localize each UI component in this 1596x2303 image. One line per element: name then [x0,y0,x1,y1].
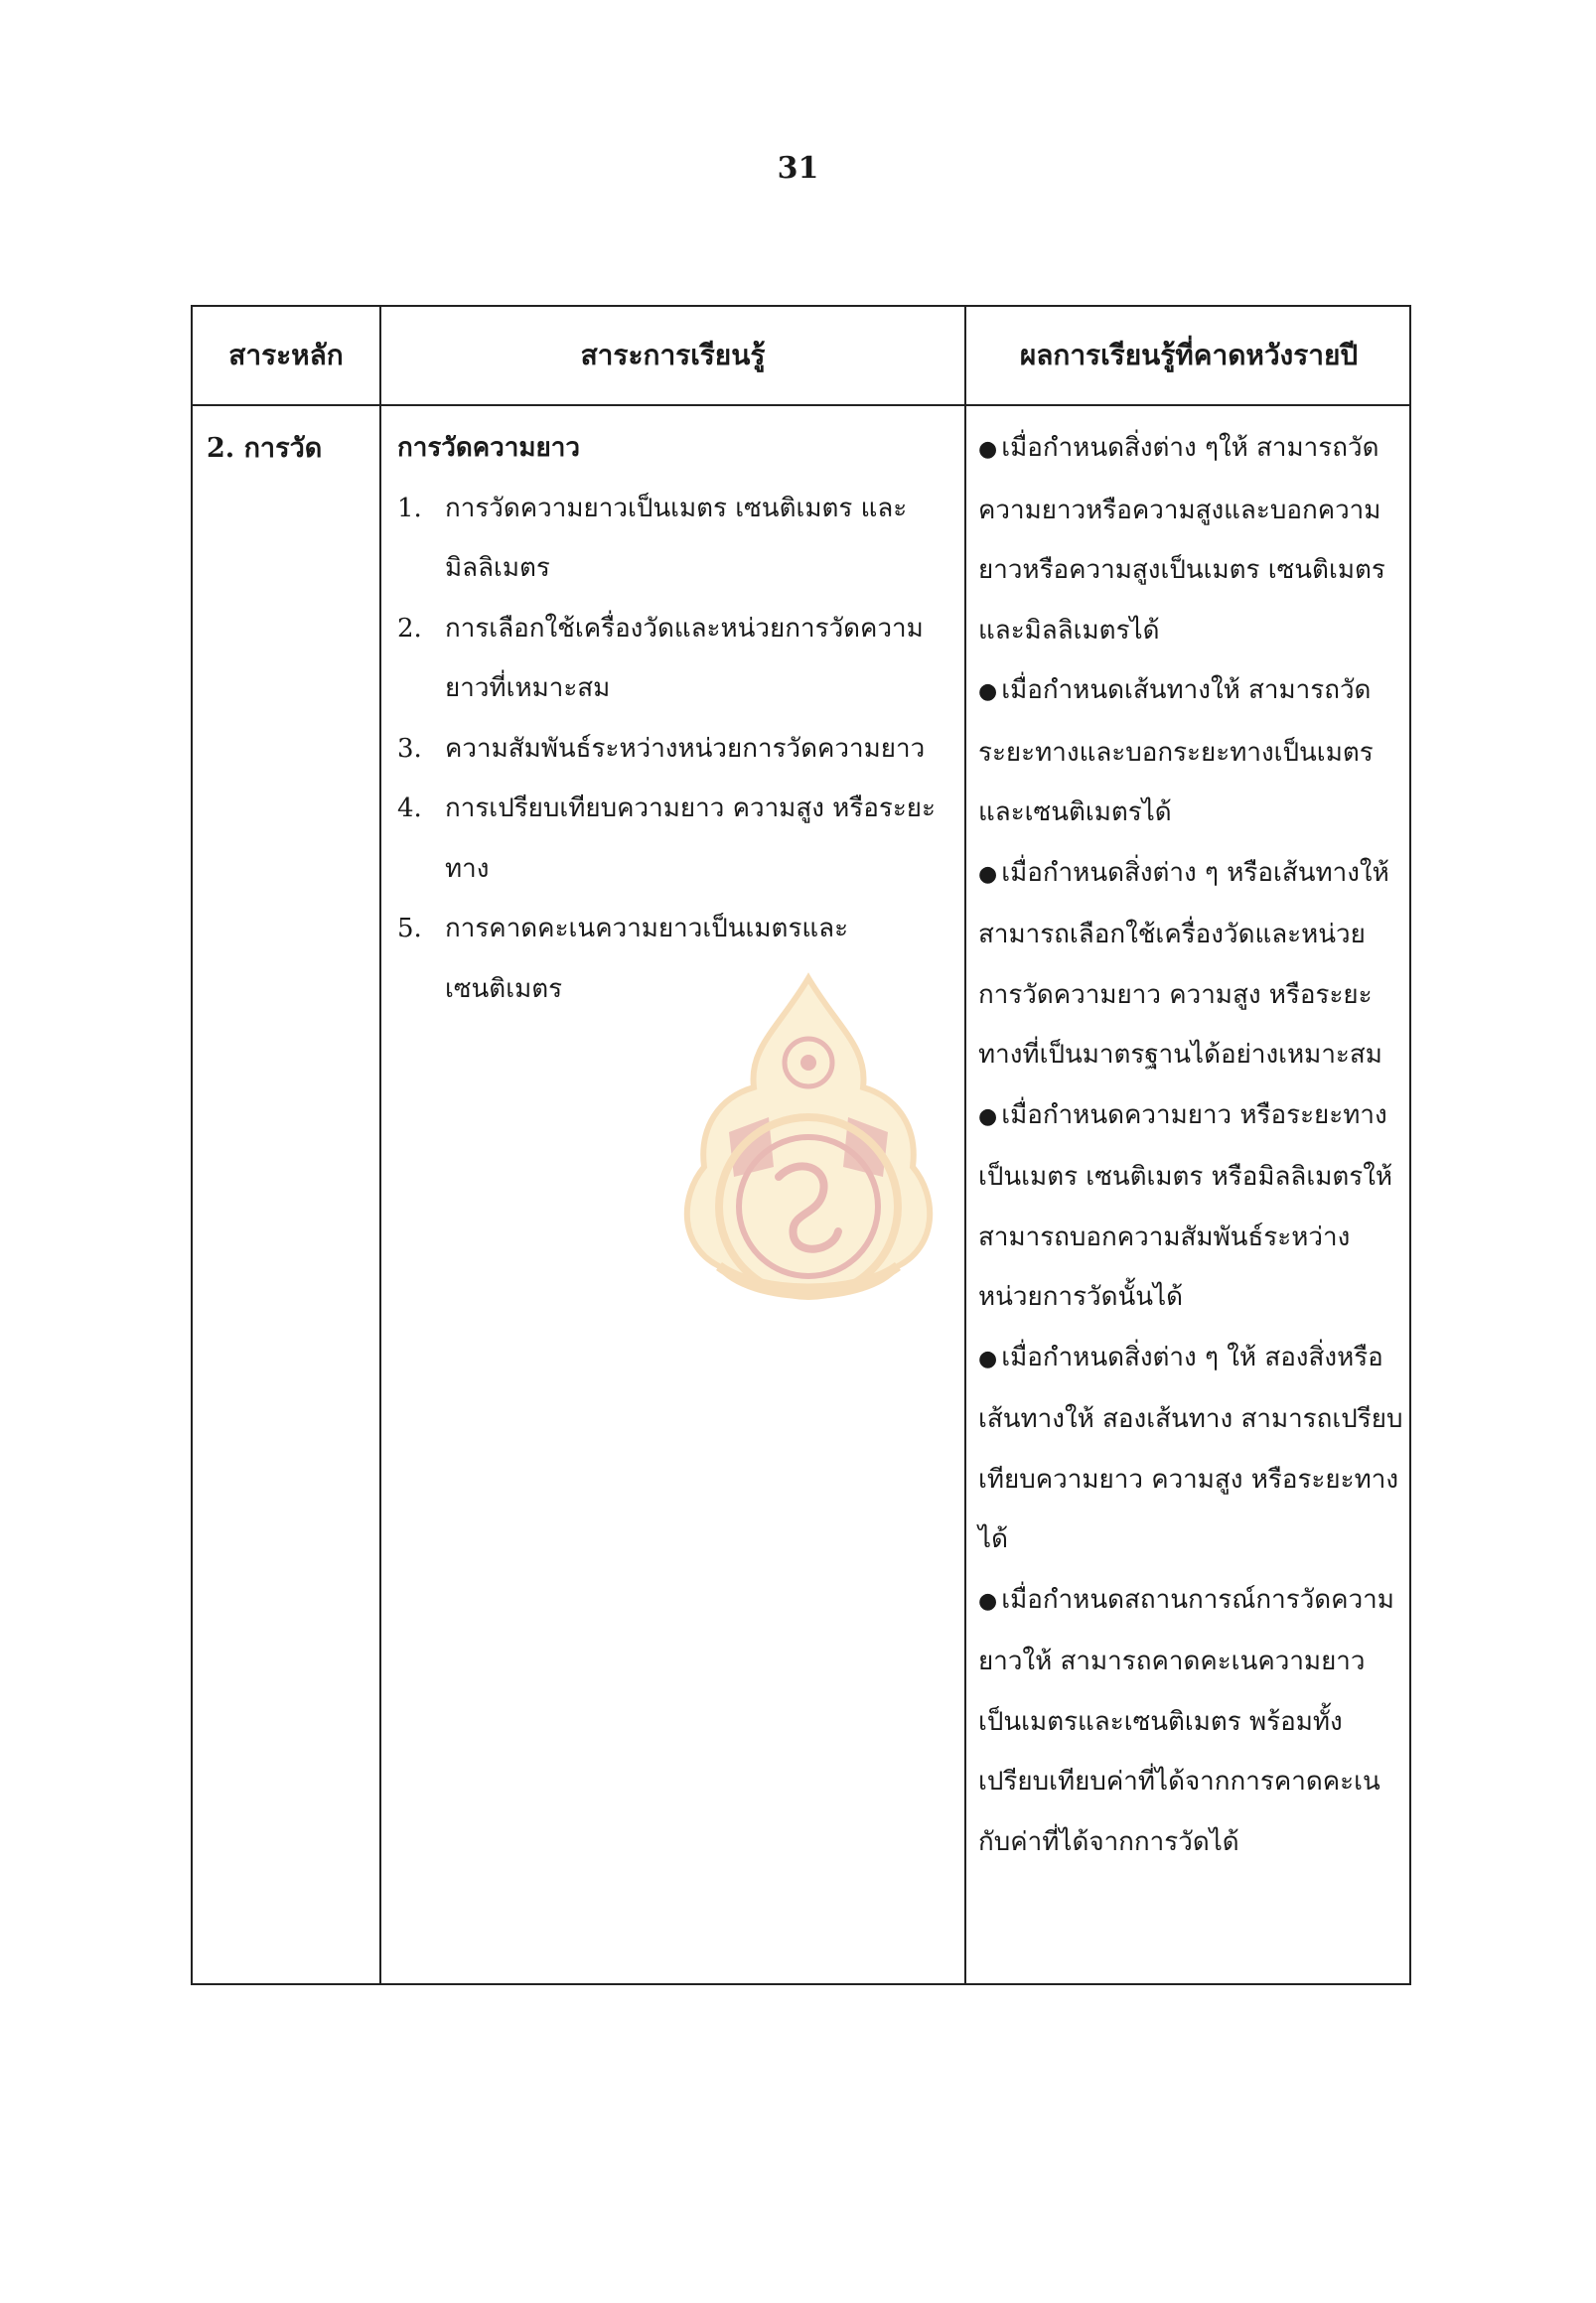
bullet-icon: ● [978,1103,998,1129]
outcome-text: เมื่อกำหนดสถานการณ์การวัดความยาวให้ สามารถคาดคะเนความยาวเป็นเมตรและเซนติเมตร พร้อมทั้งเปรียบเทียบค่าที่ได้จากการคาดคะเนกับค่าที่ได้จากการวัดได้ [978,1584,1394,1857]
outcome-text: เมื่อกำหนดเส้นทางให้ สามารถวัดระยะทางและบอกระยะทางเป็นเมตรและเซนติเมตรได้ [978,675,1374,827]
column-divider [379,307,381,1983]
main-subject-cell: 2. การวัด [207,433,323,464]
page-number: 31 [777,151,819,186]
outcome-text: เมื่อกำหนดสิ่งต่าง ๆ หรือเส้นทางให้ สามารถเลือกใช้เครื่องวัดและหน่วยการวัดความยาว ความสูง หรือระยะทางที่เป็นมาตรฐานได้อย่างเหมาะสม [978,857,1389,1070]
list-item [397,479,953,599]
item-number: 2. [397,613,422,644]
outcome-item [978,1328,1405,1570]
outcome-item [978,660,1405,843]
bullet-icon: ● [978,679,998,704]
column-divider [964,307,966,1983]
item-number: 5. [397,914,422,943]
list-item [397,899,953,1019]
content-title: การวัดความยาว [397,433,580,463]
header-main-subject: สาระหลัก [228,339,344,371]
item-number: 3. [397,733,422,764]
outcome-item [978,1570,1405,1873]
header-learning-content: สาระการเรียนรู้ [580,339,766,371]
item-text: การคาดคะเนความยาวเป็นเมตรและเซนติเมตร [445,914,849,1004]
item-text: การเลือกใช้เครื่องวัดและหน่วยการวัดความยาวที่เหมาะสม [445,613,924,703]
outcome-text: เมื่อกำหนดสิ่งต่าง ๆให้ สามารถวัดความยาวหรือความสูงและบอกความยาวหรือความสูงเป็นเมตร เซนติเมตร และมิลลิเมตรได้ [978,433,1385,646]
outcome-text: เมื่อกำหนดสิ่งต่าง ๆ ให้ สองสิ่งหรือเส้นทางให้ สองเส้นทาง สามารถเปรียบเทียบความยาว ความสูง หรือระยะทางได้ [978,1342,1403,1554]
item-text: ความสัมพันธ์ระหว่างหน่วยการวัดความยาว [445,733,926,764]
item-number: 1. [397,493,422,523]
list-item [397,779,953,899]
outcome-item [978,843,1405,1085]
header-expected-outcomes: ผลการเรียนรู้ที่คาดหวังรายปี [1019,339,1359,371]
expected-outcomes-cell [978,418,1405,1872]
outcome-item [978,418,1405,660]
item-number: 4. [397,793,422,823]
item-text: การเปรียบเทียบความยาว ความสูง หรือระยะทาง [445,793,936,884]
bullet-icon: ● [978,437,998,462]
list-item [397,719,953,780]
list-item [397,599,953,719]
outcome-item [978,1085,1405,1328]
item-text: การวัดความยาวเป็นเมตร เซนติเมตร และมิลลิเมตร [445,493,908,583]
curriculum-table [191,305,1411,1985]
outcome-text: เมื่อกำหนดความยาว หรือระยะทางเป็นเมตร เซนติเมตร หรือมิลลิเมตรให้ สามารถบอกความสัมพันธ์ระหว่างหน่วยการวัดนั้นได้ [978,1099,1393,1312]
header-divider [193,404,1409,406]
content-list [397,479,953,1020]
bullet-icon: ● [978,1588,998,1614]
bullet-icon: ● [978,1346,998,1371]
bullet-icon: ● [978,861,998,887]
learning-content-cell [397,418,953,1019]
